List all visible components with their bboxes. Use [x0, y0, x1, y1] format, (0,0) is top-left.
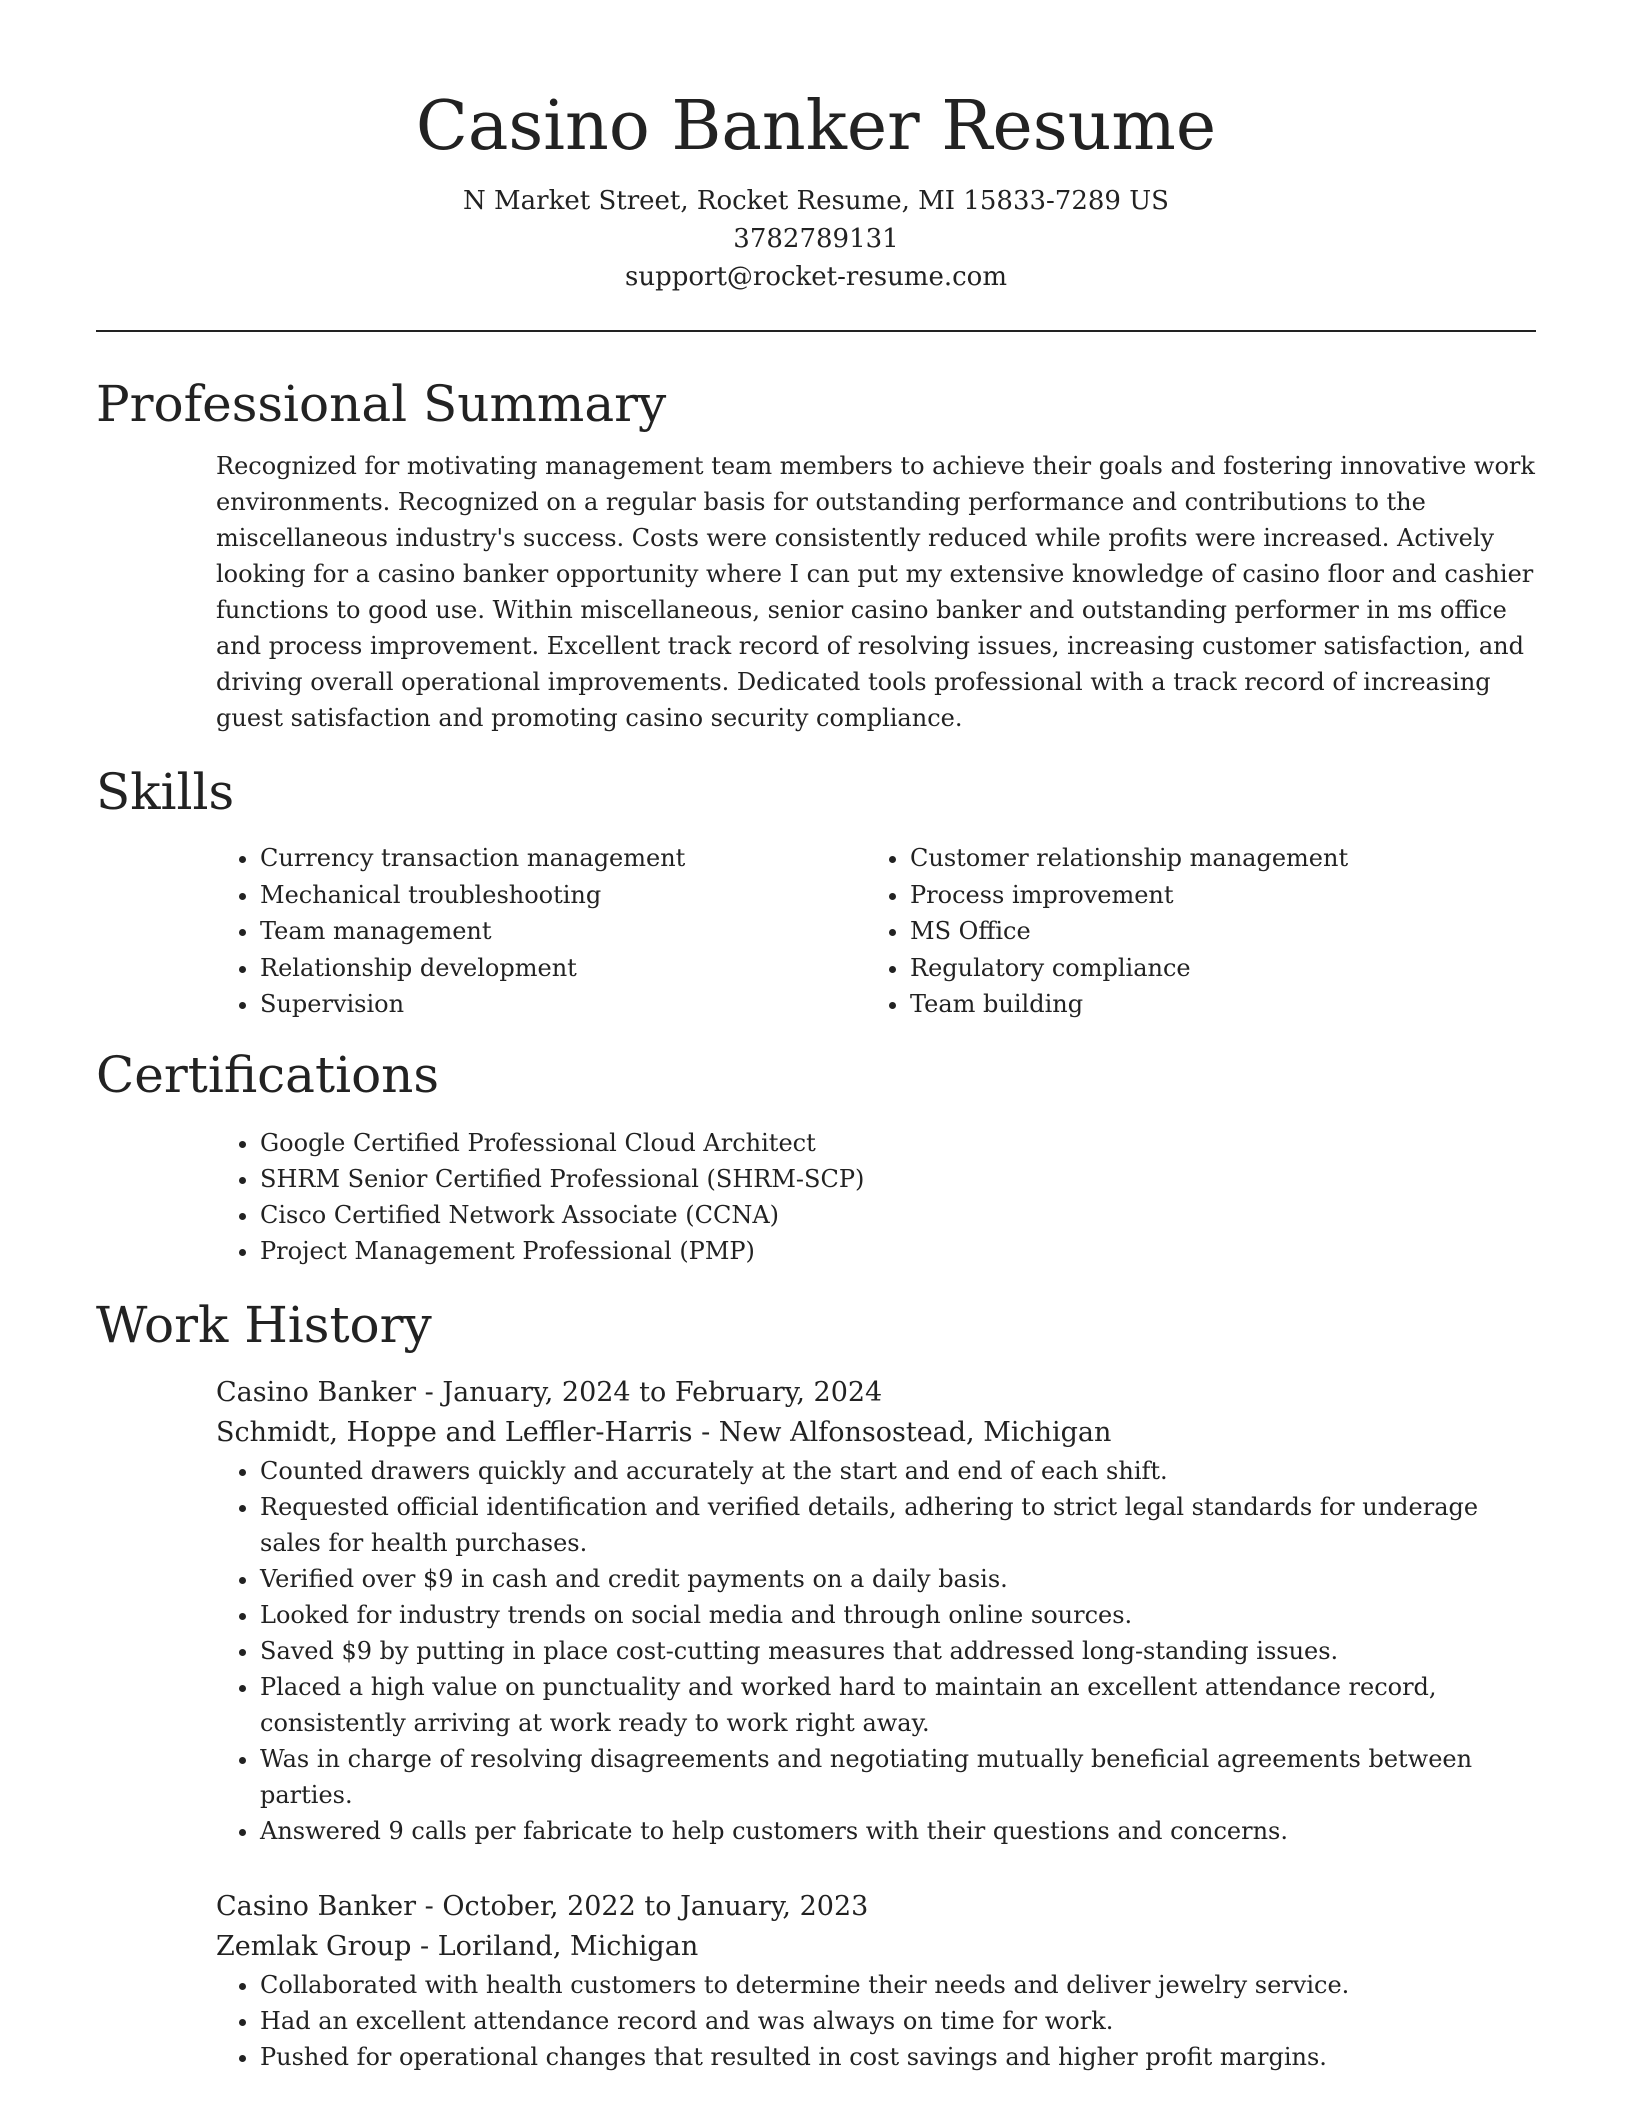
resume-title: Casino Banker Resume [415, 87, 1217, 166]
skill-item: • Process improvement [910, 877, 1516, 914]
job-title-line [216, 1887, 1536, 1927]
skills-column-right [866, 840, 1516, 1023]
certification-item: • Google Certified Professional Cloud Architect [260, 1125, 1536, 1161]
skills-heading: Skills [96, 763, 235, 821]
summary-text: Recognized for motivating management team members to achieve their goals and fostering innovative work environments. Recognized on a regular basis for outstanding performance and contributions to the miscellaneous industry's success. Costs were consistently reduced while profits were increased. Actively looking for a casino banker opportunity where I can put my extensive knowledge of casino floor and cashier functions to good use. Within miscellaneous, senior casino banker and outstanding performer in ms office and process improvement. Excellent track record of resolving issues, increasing customer satisfaction, and driving overall operational improvements. Dedicated tools professional with a track record of increasing guest satisfaction and promoting casino security compliance. [216, 452, 1535, 732]
work-history-heading: Work History [96, 1295, 432, 1354]
summary-heading: Professional Summary [96, 375, 667, 433]
skill-item: • MS Office [910, 913, 1516, 950]
job-title: Casino Banker [216, 1376, 417, 1408]
skill-item: • Team management [260, 913, 866, 950]
job-duty-item: • Pushed for operational changes that resulted in cost savings and higher profit margins. [260, 2039, 1536, 2075]
address-text: N Market Street, Rocket Resume, MI 15833-7289 US [463, 186, 1169, 216]
job-duty-item: • Verified over $9 in cash and credit payments on a daily basis. [260, 1561, 1536, 1597]
certifications-heading: Certifications [96, 1045, 440, 1104]
job-duty-item: • Looked for industry trends on social media and through online sources. [260, 1597, 1536, 1633]
job-entry [216, 1373, 1536, 1849]
job-location: - Loriland, Michigan [411, 1930, 699, 1962]
skill-item: • Currency transaction management [260, 840, 866, 877]
skills-list-right [866, 840, 1516, 1023]
job-duty-item: • Answered 9 calls per fabricate to help customers with their questions and concerns. [260, 1813, 1536, 1849]
job-duties-list [216, 1967, 1536, 2075]
job-duty-item: • Placed a high value on punctuality and worked hard to maintain an excellent attendance record, consistently arriving at work ready to work right away. [260, 1669, 1536, 1741]
certifications-section [216, 1125, 1536, 1269]
skill-item: • Supervision [260, 986, 866, 1023]
job-entry [216, 1887, 1536, 2075]
job-title: Casino Banker [216, 1890, 417, 1922]
work-history-section [216, 1373, 1536, 2075]
certification-item: • Cisco Certified Network Associate (CCNA) [260, 1197, 1536, 1233]
skills-grid [216, 840, 1536, 1023]
job-dates: - October, 2022 to January, 2023 [416, 1890, 869, 1922]
contact-block [96, 182, 1536, 296]
job-duty-item: • Was in charge of resolving disagreements and negotiating mutually beneficial agreements between parties. [260, 1741, 1536, 1813]
email-text: support@rocket-resume.com [624, 262, 1007, 292]
job-duty-item: • Had an excellent attendance record and was always on time for work. [260, 2003, 1536, 2039]
certification-item: • SHRM Senior Certified Professional (SHRM-SCP) [260, 1161, 1536, 1197]
skills-list-left [216, 840, 866, 1023]
job-company: Schmidt, Hoppe and Leffler-Harris [216, 1416, 693, 1448]
job-company-line [216, 1927, 1536, 1967]
job-title-line [216, 1373, 1536, 1413]
skill-item: • Regulatory compliance [910, 950, 1516, 987]
skill-item: • Customer relationship management [910, 840, 1516, 877]
job-dates: - January, 2024 to February, 2024 [416, 1376, 883, 1408]
certification-item: • Project Management Professional (PMP) [260, 1233, 1536, 1269]
skills-column-left [216, 840, 866, 1023]
job-company-line [216, 1413, 1536, 1453]
certifications-list [216, 1125, 1536, 1269]
skill-item: • Relationship development [260, 950, 866, 987]
job-company: Zemlak Group [216, 1930, 412, 1962]
resume-page [96, 0, 1536, 2075]
skill-item: • Team building [910, 986, 1516, 1023]
skill-item: • Mechanical troubleshooting [260, 877, 866, 914]
job-location: - New Alfonsostead, Michigan [692, 1416, 1112, 1448]
job-duty-item: • Collaborated with health customers to determine their needs and deliver jewelry service. [260, 1967, 1536, 2003]
job-duty-item: • Saved $9 by putting in place cost-cutting measures that addressed long-standing issues. [260, 1633, 1536, 1669]
job-duties-list [216, 1453, 1536, 1849]
job-duty-item: • Counted drawers quickly and accurately at the start and end of each shift. [260, 1453, 1536, 1489]
header-divider [96, 330, 1536, 332]
phone-text: 3782789131 [733, 224, 899, 254]
job-duty-item: • Requested official identification and verified details, adhering to strict legal standards for underage sales for health purchases. [260, 1489, 1536, 1561]
summary-section [216, 448, 1536, 736]
